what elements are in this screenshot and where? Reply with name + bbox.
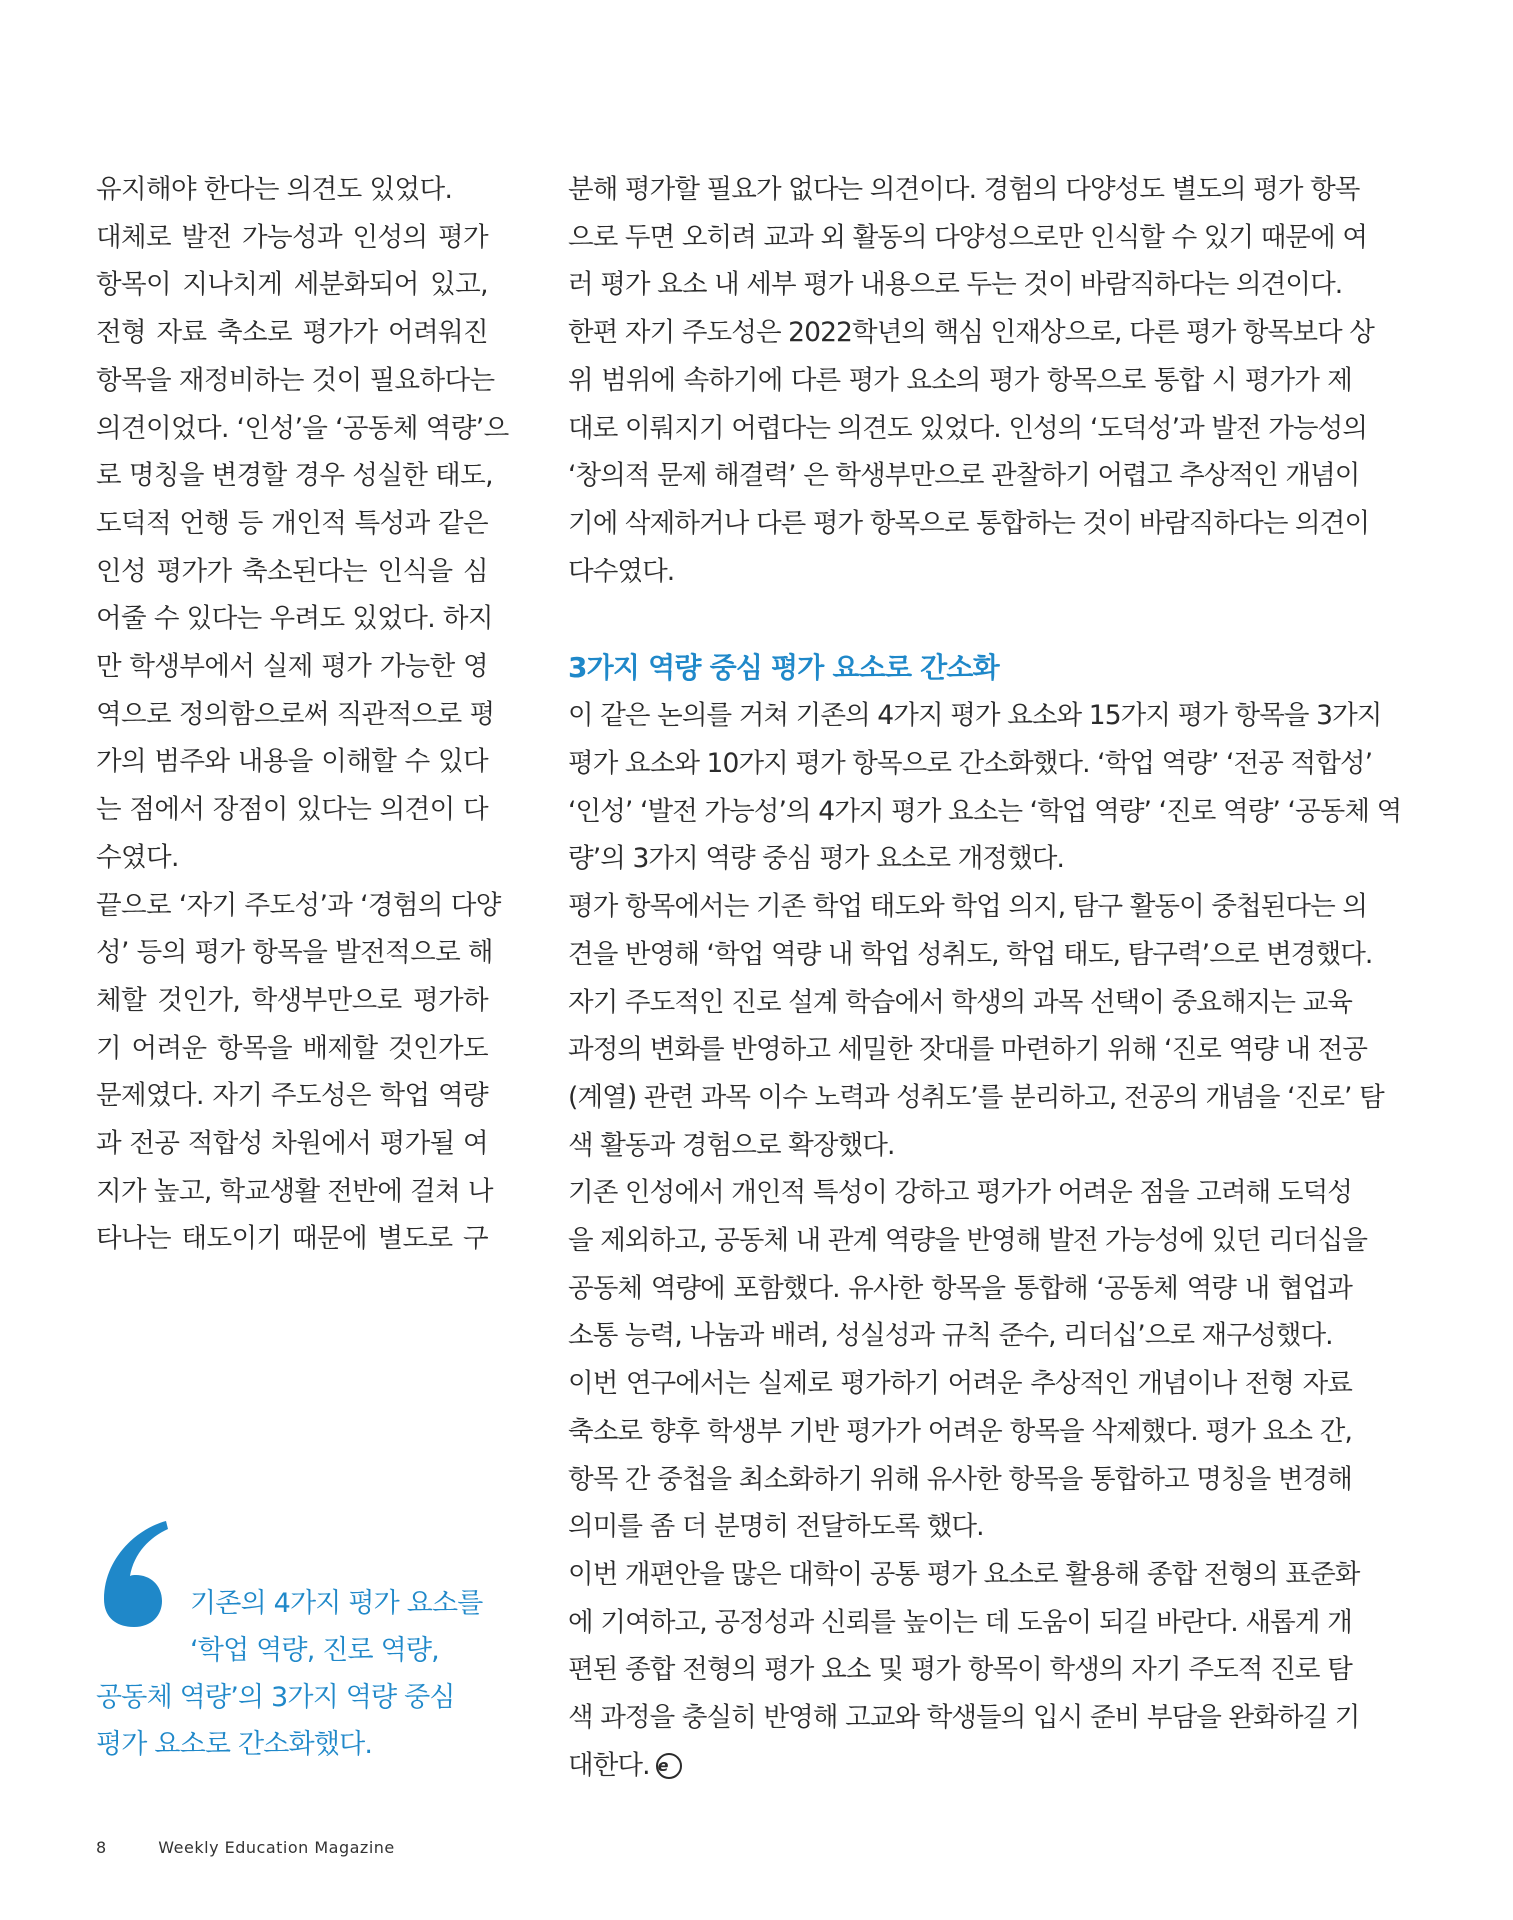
right-line: 편된 종합 전형의 평가 요소 및 평가 항목이 학생의 자기 주도적 진로 탐 — [568, 1654, 1352, 1686]
end-mark-icon: e — [656, 1753, 682, 1779]
left-line: 기 어려운 항목을 배제할 것인가도 — [96, 1032, 488, 1064]
left-line: 문제였다. 자기 주도성은 학업 역량 — [96, 1080, 488, 1112]
left-column — [96, 166, 509, 1263]
left-line: 유지해야 한다는 의견도 있었다. — [96, 174, 453, 205]
right-line — [568, 1742, 1352, 1790]
left-line: 항목이 지나치게 세분화되어 있고, — [96, 269, 488, 301]
right-line: 을 제외하고, 공동체 내 관계 역량을 반영해 발전 가능성에 있던 리더십을 — [568, 1225, 1368, 1257]
left-line: 의견이었다. ‘인성’을 ‘공동체 역량’으 — [96, 412, 509, 444]
right-column — [568, 166, 1402, 1790]
left-line: 로 명칭을 변경할 경우 성실한 태도, — [96, 460, 493, 492]
right-line: 평가 요소와 10가지 평가 항목으로 간소화했다. ‘학업 역량’ ‘전공 적합성’ — [568, 748, 1373, 780]
pull-quote-line: ‘학업 역량, 진로 역량, — [190, 1635, 439, 1666]
right-line: ‘인성’ ‘발전 가능성’의 4가지 평가 요소는 ‘학업 역량’ ‘진로 역량’ ‘공동체 역 — [568, 795, 1402, 827]
left-line: 대체로 발전 가능성과 인성의 평가 — [96, 221, 488, 253]
pull-quote — [96, 1580, 516, 1768]
right-line: 자기 주도적인 진로 설계 학습에서 학생의 과목 선택이 중요해지는 교육 — [568, 986, 1352, 1018]
right-line: 이번 개편안을 많은 대학이 공통 평가 요소로 활용해 종합 전형의 표준화 — [568, 1558, 1360, 1590]
right-line: 한편 자기 주도성은 2022학년의 핵심 인재상으로, 다른 평가 항목보다 상 — [568, 317, 1374, 349]
right-line: 대로 이뤄지기 어렵다는 의견도 있었다. 인성의 ‘도덕성’과 발전 가능성의 — [568, 412, 1368, 444]
pull-quote-line: 평가 요소로 간소화했다. — [96, 1729, 373, 1760]
left-line: 성’ 등의 평가 항목을 발전적으로 해 — [96, 937, 493, 969]
right-line: 색 과정을 충실히 반영해 고교와 학생들의 입시 준비 부담을 완화하길 기 — [568, 1702, 1360, 1734]
left-line: 역으로 정의함으로써 직관적으로 평 — [96, 698, 495, 730]
right-line: 소통 능력, 나눔과 배려, 성실성과 규칙 준수, 리더십’으로 재구성했다. — [568, 1320, 1333, 1352]
paragraph-summary — [568, 692, 1402, 1789]
page-number: 8 — [96, 1838, 107, 1857]
left-line: 는 점에서 장점이 있다는 의견이 다 — [96, 794, 488, 826]
right-line: 량’의 3가지 역량 중심 평가 요소로 개정했다. — [568, 843, 1065, 875]
left-line: 도덕적 언행 등 개인적 특성과 같은 — [96, 507, 488, 539]
pull-quote-line: 기존의 4가지 평가 요소를 — [190, 1588, 483, 1619]
section-heading: 3가지 역량 중심 평가 요소로 간소화 — [568, 651, 999, 685]
left-line: 전형 자료 축소로 평가가 어려워진 — [96, 317, 488, 349]
closing-text: 대한다. — [568, 1749, 650, 1781]
right-line: 축소로 향후 학생부 기반 평가가 어려운 항목을 삭제했다. 평가 요소 간, — [568, 1415, 1352, 1447]
right-line: 항목 간 중첩을 최소화하기 위해 유사한 항목을 통합하고 명칭을 변경해 — [568, 1463, 1352, 1495]
left-line: 가의 범주와 내용을 이해할 수 있다 — [96, 746, 488, 778]
right-line: 에 기여하고, 공정성과 신뢰를 높이는 데 도움이 되길 바란다. 새롭게 개 — [568, 1606, 1352, 1638]
right-line: 러 평가 요소 내 세부 평가 내용으로 두는 것이 바람직하다는 의견이다. — [568, 269, 1343, 301]
left-line: 타나는 태도이기 때문에 별도로 구 — [96, 1223, 488, 1255]
right-line: ‘창의적 문제 해결력’ 은 학생부만으로 관찰하기 어렵고 추상적인 개념이 — [568, 460, 1360, 492]
left-line: 만 학생부에서 실제 평가 가능한 영 — [96, 651, 488, 683]
pull-quote-line: 공동체 역량’의 3가지 역량 중심 — [96, 1682, 455, 1713]
left-line: 끝으로 ‘자기 주도성’과 ‘경험의 다양 — [96, 889, 501, 921]
left-line: 항목을 재정비하는 것이 필요하다는 — [96, 364, 495, 396]
left-line: 인성 평가가 축소된다는 인식을 심 — [96, 555, 488, 587]
right-line: 의미를 좀 더 분명히 전달하도록 했다. — [568, 1511, 984, 1543]
publication-name: Weekly Education Magazine — [158, 1838, 395, 1857]
right-line: 으로 두면 오히려 교과 외 활동의 다양성으로만 인식할 수 있기 때문에 여 — [568, 221, 1368, 253]
left-line: 지가 높고, 학교생활 전반에 걸쳐 나 — [96, 1175, 493, 1207]
right-line: 기존 인성에서 개인적 특성이 강하고 평가가 어려운 점을 고려해 도덕성 — [568, 1177, 1352, 1209]
right-line: 기에 삭제하거나 다른 평가 항목으로 통합하는 것이 바람직하다는 의견이 — [568, 507, 1370, 539]
right-line: 과정의 변화를 반영하고 세밀한 잣대를 마련하기 위해 ‘진로 역량 내 전공 — [568, 1034, 1368, 1066]
left-line: 과 전공 적합성 차원에서 평가될 여 — [96, 1128, 488, 1160]
left-line: 어줄 수 있다는 우려도 있었다. 하지 — [96, 603, 493, 635]
paragraph-discussion — [568, 166, 1374, 595]
right-line: 이 같은 논의를 거쳐 기존의 4가지 평가 요소와 15가지 평가 항목을 3가지 — [568, 700, 1382, 732]
left-line: 체할 것인가, 학생부만으로 평가하 — [96, 984, 488, 1016]
right-line: (계열) 관련 과목 이수 노력과 성취도’를 분리하고, 전공의 개념을 ‘진로’ 탐 — [568, 1081, 1384, 1113]
right-line: 공동체 역량에 포함했다. 유사한 항목을 통합해 ‘공동체 역량 내 협업과 — [568, 1272, 1352, 1304]
left-line: 수였다. — [96, 841, 179, 873]
right-line: 평가 항목에서는 기존 학업 태도와 학업 의지, 탐구 활동이 중첩된다는 의 — [568, 891, 1368, 923]
right-line: 다수였다. — [568, 555, 675, 587]
right-line: 색 활동과 경험으로 확장했다. — [568, 1129, 895, 1161]
right-line: 견을 반영해 ‘학업 역량 내 학업 성취도, 학업 태도, 탐구력’으로 변경했다. — [568, 938, 1373, 970]
right-line: 위 범위에 속하기에 다른 평가 요소의 평가 항목으로 통합 시 평가가 제 — [568, 364, 1352, 396]
right-line: 이번 연구에서는 실제로 평가하기 어려운 추상적인 개념이나 전형 자료 — [568, 1368, 1352, 1400]
page-footer — [96, 1838, 395, 1857]
right-line: 분해 평가할 필요가 없다는 의견이다. 경험의 다양성도 별도의 평가 항목 — [568, 174, 1360, 205]
